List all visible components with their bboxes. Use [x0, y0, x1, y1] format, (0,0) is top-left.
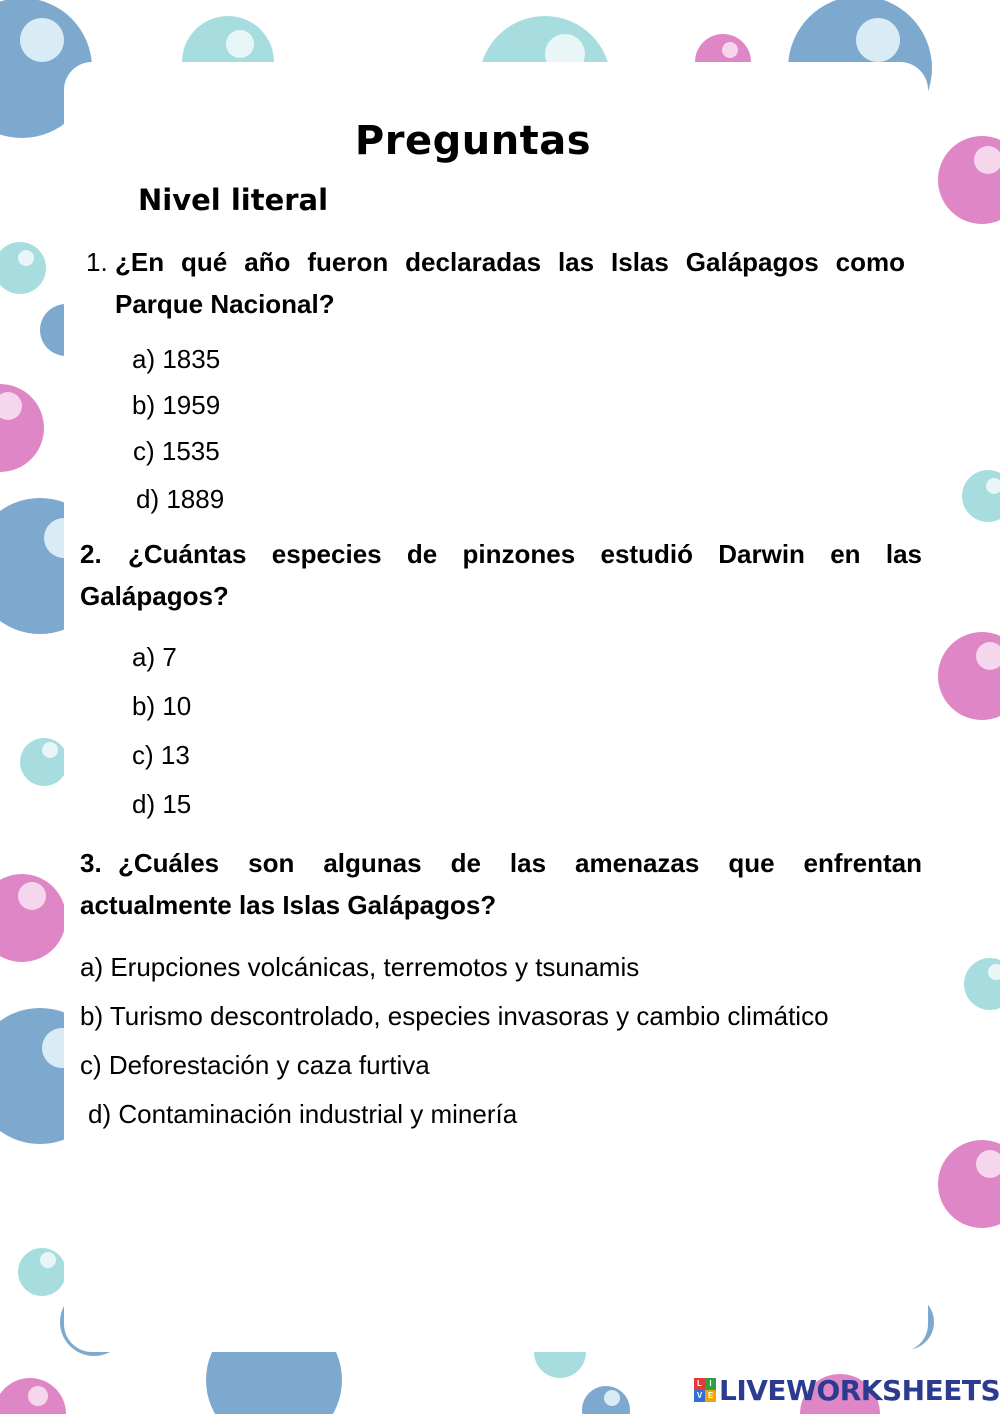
answer-option[interactable]: a) 1835 [132, 344, 221, 374]
answer-option[interactable]: b) 10 [132, 691, 192, 721]
question-text: ¿Cuáles son algunas de las amenazas que enfrentan actualmente las Islas Galápagos? [80, 848, 922, 920]
question-number: 1. [86, 247, 108, 277]
answer-option[interactable]: a) 7 [132, 642, 177, 672]
question-text: ¿Cuántas especies de pinzones estudió Darwin en las Galápagos? [80, 539, 922, 611]
liveworksheets-logo-icon [694, 1378, 716, 1402]
logo-letter: V [694, 1390, 705, 1402]
answer-option[interactable]: c) 1535 [133, 436, 220, 466]
answer-option[interactable]: d) Contaminación industrial y minería [88, 1099, 518, 1129]
page-title: Preguntas [354, 118, 592, 164]
section-subtitle: Nivel literal [138, 183, 329, 217]
liveworksheets-brand [694, 1374, 1000, 1406]
logo-letter: L [694, 1378, 705, 1390]
answer-option[interactable]: b) 1959 [132, 390, 221, 420]
answer-option[interactable]: d) 1889 [136, 484, 225, 514]
brand-name: LIVEWORKSHEETS [719, 1373, 1000, 1407]
logo-letter: E [705, 1390, 716, 1402]
answer-option[interactable]: d) 15 [132, 789, 192, 819]
answer-option[interactable]: c) Deforestación y caza furtiva [80, 1050, 430, 1080]
answer-option[interactable]: c) 13 [132, 740, 190, 770]
answer-option[interactable]: a) Erupciones volcánicas, terremotos y tsunamis [80, 952, 640, 982]
answer-option[interactable]: b) Turismo descontrolado, especies invasoras y cambio climático [80, 1001, 829, 1031]
question-number: 2. [80, 539, 102, 569]
logo-letter: I [705, 1378, 716, 1390]
question-text: ¿En qué año fueron declaradas las Islas Galápagos como Parque Nacional? [115, 247, 905, 319]
question-number: 3. [80, 848, 102, 878]
